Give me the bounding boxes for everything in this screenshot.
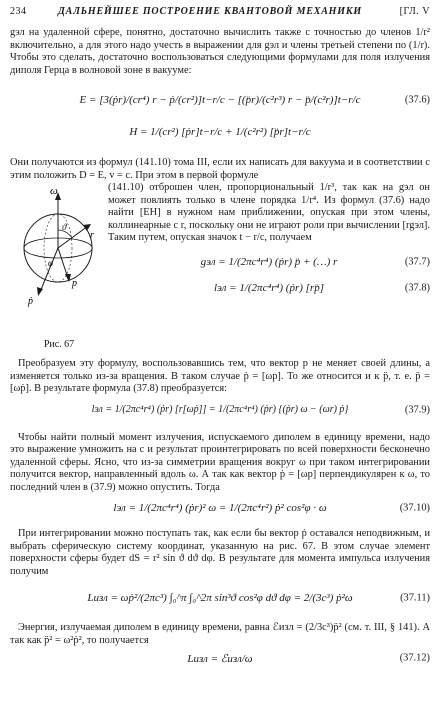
running-header bbox=[10, 6, 430, 17]
figure-wrap bbox=[10, 182, 430, 350]
equation-37-10 bbox=[10, 494, 430, 522]
equation-37-8 bbox=[108, 275, 430, 301]
equation-text: gэл = 1/(2πc⁴r⁴) (ṗr) p̈ + (…) r bbox=[200, 255, 338, 268]
equation-number: (37.9) bbox=[404, 404, 430, 415]
equation-text: Lизл = ωṗ²/(2πc³) ∫₀^π ∫₀^2π sin³ϑ cos²φ dϑ dφ = 2/(3c³) ṗ²ω bbox=[87, 592, 353, 604]
equation-number: (37.6) bbox=[404, 94, 430, 106]
figure-side-column bbox=[108, 182, 430, 350]
figure-label-phi: φ bbox=[48, 258, 53, 268]
equation-text: lэл = 1/(2πc⁴r⁴) (ṗr)² ω = 1/(2πc⁴r²) ṗ² cos²φ · ω bbox=[113, 502, 327, 514]
equation-text: Lизл = ℰизл/ω bbox=[187, 652, 253, 665]
paragraph: Преобразуем эту формулу, воспользовавшись тем, что вектор p не меняет своей длины, а изменяется только из-за вращения. В таком случае ṗ = [ωp]. То же относится и к p̈, т. е. p̈ = [ωṗ]. В результате формула (37.8) преобразуется: bbox=[10, 358, 430, 394]
chapter-marker: [ГЛ. V bbox=[399, 6, 430, 17]
equation-number: (37.8) bbox=[404, 282, 430, 293]
figure-label-omega: ω bbox=[50, 185, 58, 197]
paragraph: Чтобы найти полный момент излучения, испускаемого диполем в единицу времени, надо это выражение умножить на c и результат проинтегрировать по всей поверхности бесконечно удаленной сферы. Ясно, что из-за симметрии вращения вокруг ω при таком интегрировании получится вектор, направленный вдоль ω. А так как вектор ṗ = [ωp] перпендикулярен к ω, то последний член в (37.9) можно опустить. Тогда bbox=[10, 431, 430, 493]
figure-label-r: r bbox=[90, 230, 94, 241]
figure-67 bbox=[10, 182, 108, 350]
sphere-diagram bbox=[10, 182, 106, 332]
equation-number: (37.7) bbox=[404, 256, 430, 267]
figure-caption: Рис. 67 bbox=[43, 339, 75, 350]
paragraph: При интегрировании можно поступать так, как если бы вектор ṗ оставался неподвижным, и выбрать сферическую систему координат, указанную на рис. 67. В этом случае элемент поверхности сферы будет dS = r² sin ϑ dϑ dφ. В результате для момента импульса излучения получим bbox=[10, 528, 430, 577]
equation-37-12 bbox=[10, 647, 430, 669]
equation-number: (37.11) bbox=[400, 592, 430, 604]
equation-37-9 bbox=[10, 396, 430, 424]
page-number: 234 bbox=[10, 6, 27, 17]
paragraph: Они получаются из формул (141.10) тома III, если их написать для вакуума и в соответствии с этим положить D = E, v = c. При этом в первой формуле bbox=[10, 157, 430, 181]
equation-number: (37.10) bbox=[399, 502, 430, 514]
equation-number: (37.12) bbox=[399, 652, 430, 664]
figure-label-p: p bbox=[72, 278, 77, 289]
equation-text: H = 1/(cr²) [ṗr]t−r/c + 1/(c²r²) [p̈r]t−r/c bbox=[129, 126, 311, 138]
figure-label-p-dot: ṗ bbox=[28, 296, 33, 307]
equation-37-6-e bbox=[10, 83, 430, 117]
equation-text: lэл = 1/(2πc⁴r⁴) (ṗr) [r[ωṗ]] = 1/(2πc⁴r⁴) (ṗr) {(ṗr) ω − (ωr) ṗ} bbox=[91, 404, 349, 415]
paragraph: gэл на удаленной сфере, понятно, достаточно вычислить также с точностью до членов 1/r² включительно, а для этого надо учесть в выражении для gэл и члены третьей степени по (1/r). Чтобы это сделать, достаточно воспользоваться следующими формулами для поля излучения диполя Герца в волновой зоне в вакууме: bbox=[10, 27, 430, 76]
equation-text: E = [3(ṗr)/(cr⁴) r − ṗ/(cr²)]t−r/c − [(p̈r)/(c²r³) r − p̈/(c²r)]t−r/c bbox=[79, 94, 361, 106]
figure-label-theta: ϑ bbox=[62, 222, 67, 232]
equation-37-6-h bbox=[10, 117, 430, 147]
equation-37-7 bbox=[108, 249, 430, 275]
running-title: ДАЛЬНЕЙШЕЕ ПОСТРОЕНИЕ КВАНТОВОЙ МЕХАНИКИ bbox=[58, 6, 362, 17]
paragraph: Энергия, излучаемая диполем в единицу времени, равна ℰизл = (2/3c³)p̈² (см. т. III, § 141). А так как p̈² = ω²ṗ², то получается bbox=[10, 622, 430, 646]
paragraph: (141.10) отброшен член, пропорциональный 1/r³, так как на gэл он может повлиять только в члене порядка 1/r⁴. Из формул (37.6) надо найти [EH] в нужном нам приближении, опуская при этом члены, коллинеарные с r, поскольку они не играют роли при вычислении [rgэл]. Таким путем, опуская значок t − r/c, получаем bbox=[108, 182, 430, 243]
equation-37-11 bbox=[10, 578, 430, 618]
equation-text: lэл = 1/(2πc⁴r⁴) (ṗr) [rp̈] bbox=[213, 281, 324, 294]
